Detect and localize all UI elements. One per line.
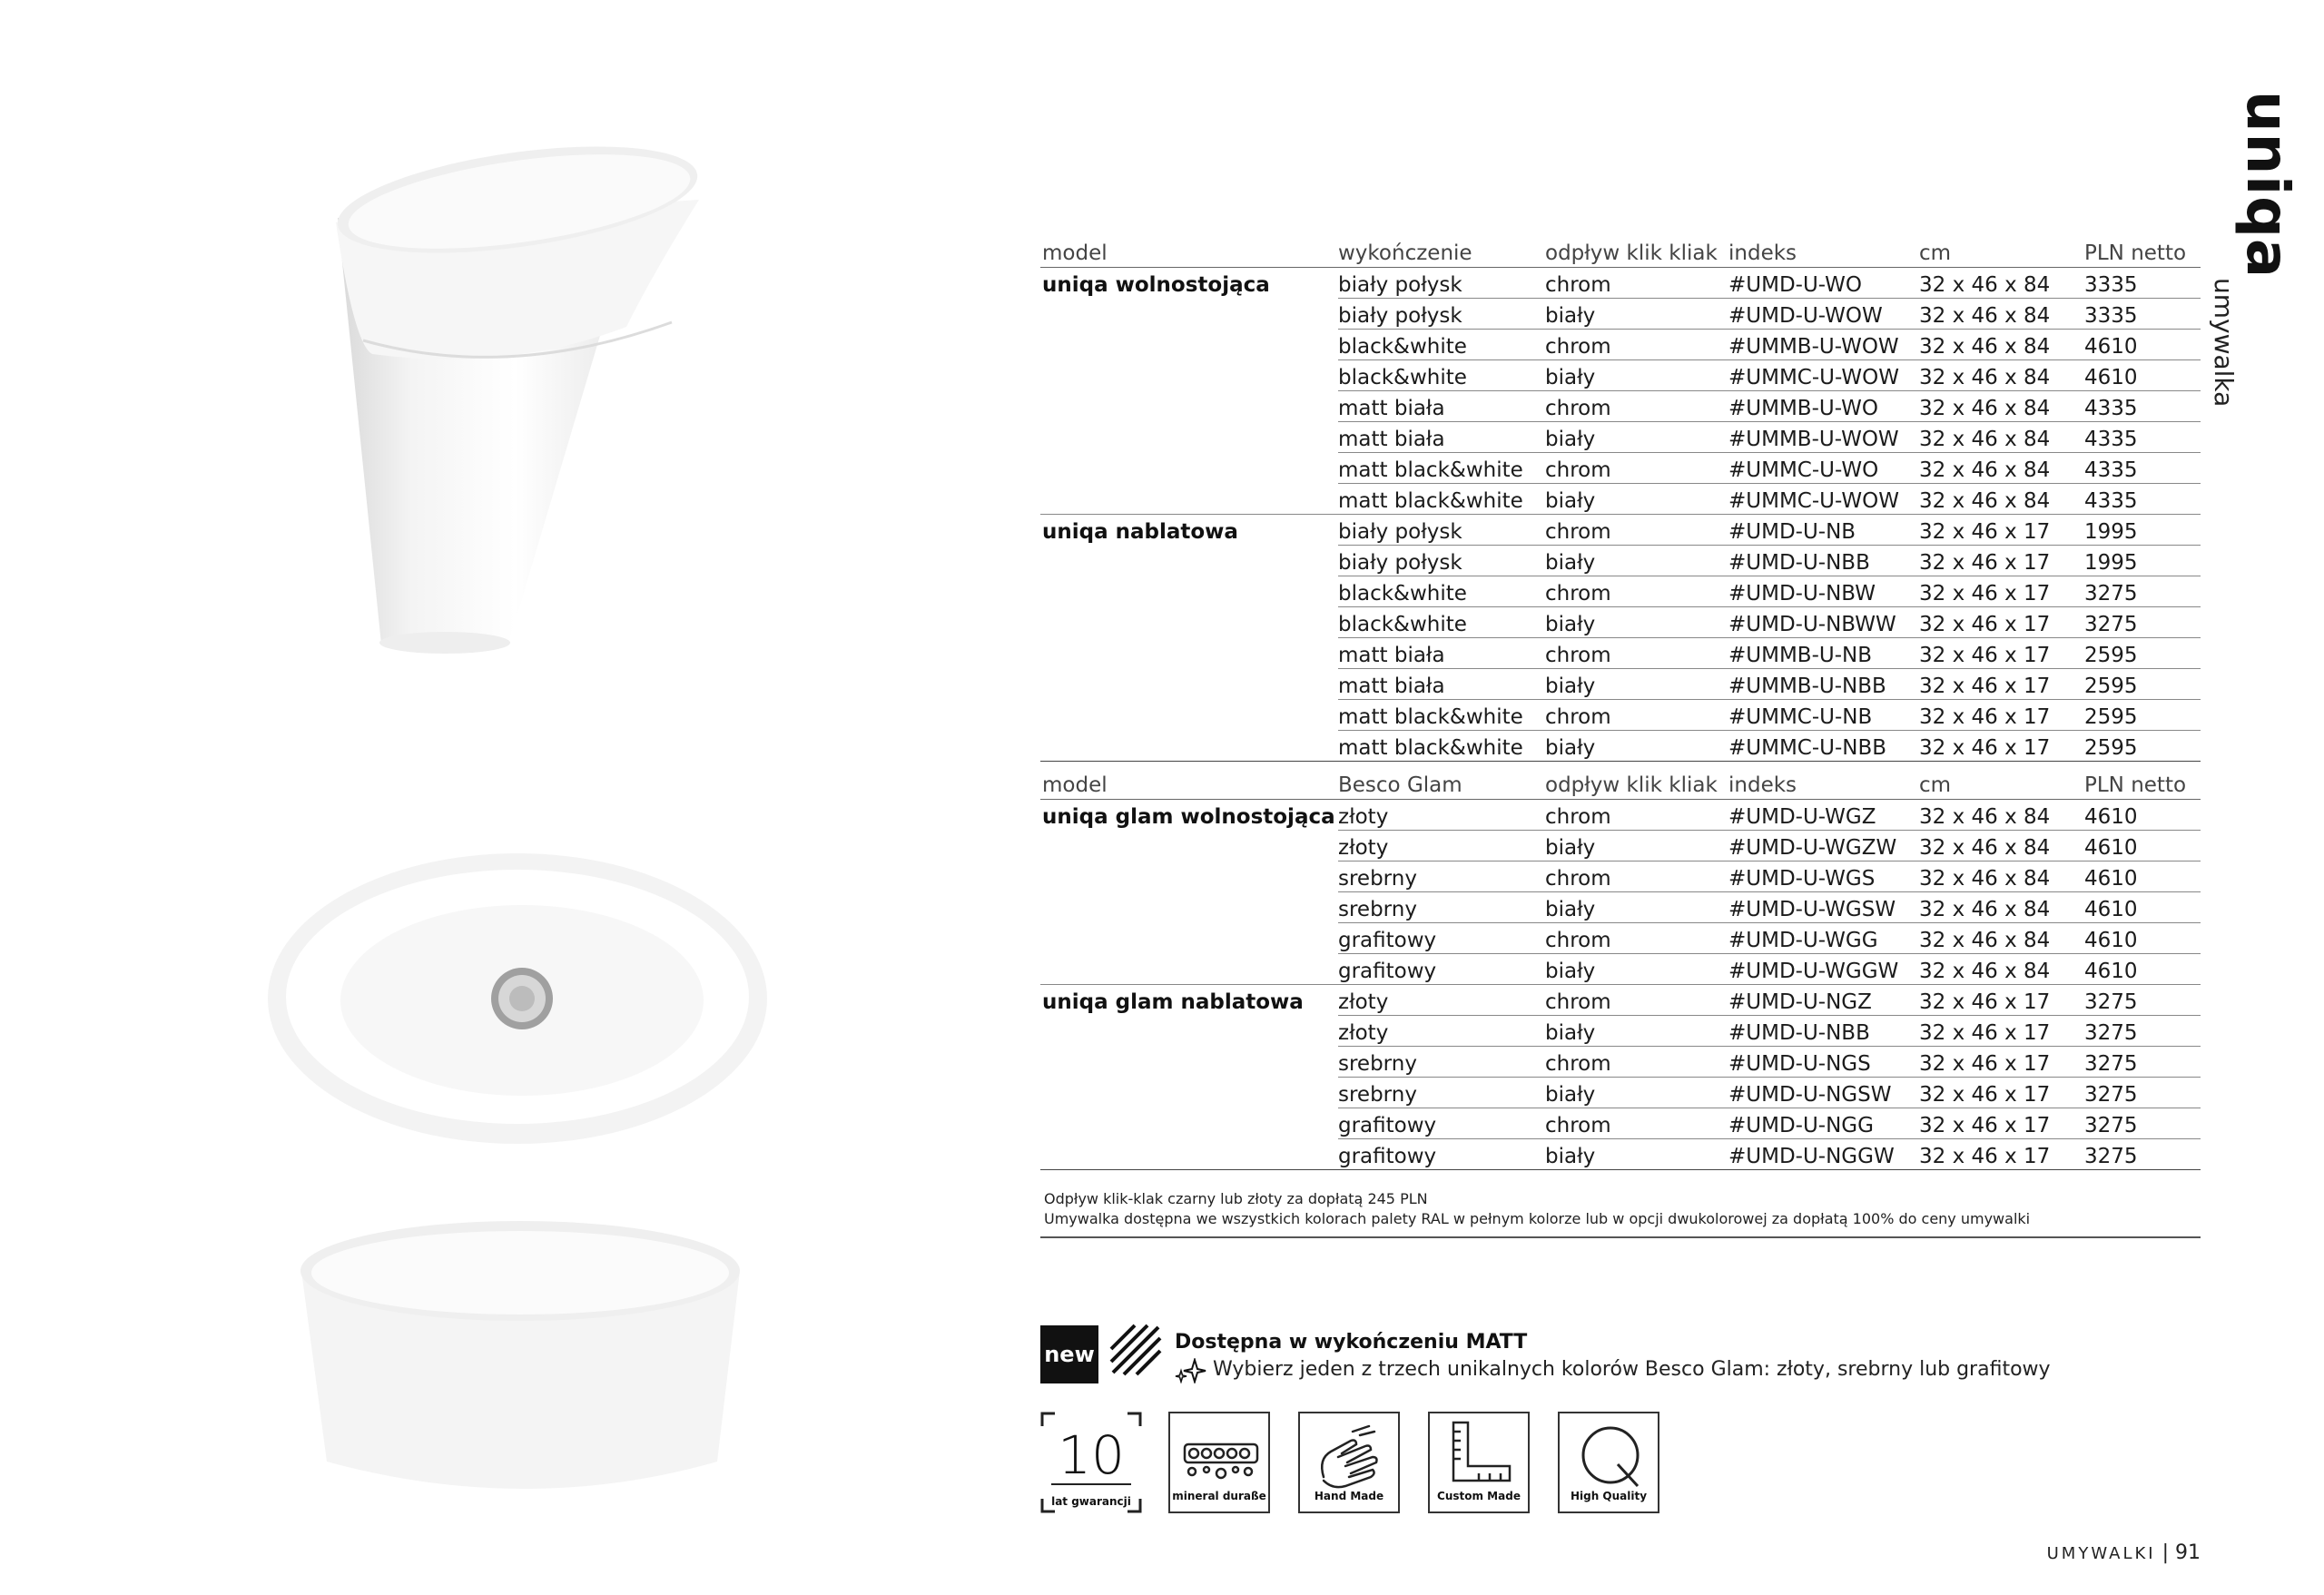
- table-cell: 3275: [2084, 1145, 2138, 1168]
- table-cell: chrom: [1545, 397, 1611, 420]
- table-cell: matt black&white: [1338, 489, 1523, 513]
- table-cell: 2595: [2084, 736, 2138, 760]
- sparkle-icon: [1175, 1358, 1207, 1383]
- table-cell: 3275: [2084, 1114, 2138, 1137]
- table-cell: chrom: [1545, 929, 1611, 952]
- table-row: [1040, 638, 2201, 669]
- table-row: [1040, 731, 2201, 762]
- table-cell: 32 x 46 x 84: [1919, 805, 2051, 829]
- table-cell: black&white: [1338, 613, 1467, 636]
- table-cell: #UMD-U-NBW: [1728, 582, 1876, 606]
- table-cell: biały: [1545, 613, 1596, 636]
- table-cell: black&white: [1338, 366, 1467, 389]
- table-cell: chrom: [1545, 520, 1611, 544]
- table-row: [1040, 1139, 2201, 1170]
- table-cell: srebrny: [1338, 898, 1417, 921]
- table-cell: 32 x 46 x 17: [1919, 551, 2051, 575]
- table-cell: matt black&white: [1338, 736, 1523, 760]
- table-cell: #UMD-U-WOW: [1728, 304, 1883, 328]
- table-cell: 32 x 46 x 17: [1919, 582, 2051, 606]
- warranty-number: 10: [1058, 1424, 1125, 1486]
- table-cell: 4610: [2084, 929, 2138, 952]
- warranty-badge: [1040, 1412, 1142, 1513]
- table-cell: srebrny: [1338, 1052, 1417, 1076]
- quality-label: High Quality: [1570, 1490, 1648, 1502]
- table-row: [1040, 700, 2201, 731]
- table-cell: 32 x 46 x 17: [1919, 1145, 2051, 1168]
- table-cell: chrom: [1545, 990, 1611, 1014]
- table-cell: #UMMB-U-WO: [1728, 397, 1878, 420]
- table-cell: biały: [1545, 898, 1596, 921]
- table-header-cell: odpływ klik kliak: [1545, 773, 1718, 797]
- brand-vertical: [2209, 91, 2313, 418]
- row-divider: [1040, 1169, 2201, 1170]
- custom-label: Custom Made: [1437, 1490, 1521, 1502]
- table-cell: #UMD-U-WGZ: [1728, 805, 1876, 829]
- table-header-cell: PLN netto: [2084, 241, 2187, 265]
- basin-top-view-image: [263, 844, 772, 1153]
- table-row: [1040, 669, 2201, 700]
- table-cell: biały: [1545, 1145, 1596, 1168]
- model-name-cell: uniqa wolnostojąca: [1042, 273, 1270, 297]
- table-cell: srebrny: [1338, 1083, 1417, 1107]
- table-row: [1040, 1047, 2201, 1078]
- page-number: 91: [2175, 1541, 2201, 1564]
- table-header-cell: odpływ klik kliak: [1545, 241, 1718, 265]
- table-row: [1040, 1108, 2201, 1139]
- note-drain: Odpływ klik-klak czarny lub złoty za dopłatą 245 PLN: [1044, 1190, 1428, 1207]
- table-cell: biały: [1545, 674, 1596, 698]
- table-cell: 32 x 46 x 84: [1919, 489, 2051, 513]
- table-cell: złoty: [1338, 836, 1389, 860]
- table-cell: #UMD-U-WO: [1728, 273, 1863, 297]
- table-cell: 3275: [2084, 990, 2138, 1014]
- table-cell: biały: [1545, 836, 1596, 860]
- table-cell: biały połysk: [1338, 304, 1462, 328]
- table-cell: #UMMC-U-NB: [1728, 705, 1873, 729]
- table-cell: biały: [1545, 489, 1596, 513]
- glam-colors-text: Wybierz jeden z trzech unikalnych kolorów Besco Glam: złoty, srebrny lub grafitowy: [1213, 1358, 2051, 1381]
- table-cell: chrom: [1545, 1114, 1611, 1137]
- table-cell: 32 x 46 x 84: [1919, 335, 2051, 359]
- table-cell: 32 x 46 x 17: [1919, 644, 2051, 667]
- table-cell: biały: [1545, 1083, 1596, 1107]
- table-cell: grafitowy: [1338, 929, 1437, 952]
- table-cell: 32 x 46 x 84: [1919, 304, 2051, 328]
- table-cell: 3275: [2084, 613, 2138, 636]
- table-cell: matt biała: [1338, 644, 1445, 667]
- table-row: [1040, 360, 2201, 391]
- table-cell: 32 x 46 x 84: [1919, 428, 2051, 451]
- table-cell: #UMD-U-NBB: [1728, 551, 1870, 575]
- table-cell: chrom: [1545, 867, 1611, 891]
- model-name-cell: uniqa nablatowa: [1042, 520, 1238, 544]
- table-cell: 3275: [2084, 1052, 2138, 1076]
- table-row: [1040, 892, 2201, 923]
- brand-title: uniqa: [2233, 91, 2300, 280]
- footer-section: UMYWALKI: [2046, 1544, 2156, 1563]
- table-cell: #UMD-U-NGSW: [1728, 1083, 1892, 1107]
- table-cell: chrom: [1545, 273, 1611, 297]
- table-cell: #UMD-U-NGS: [1728, 1052, 1871, 1076]
- table-row: [1040, 299, 2201, 330]
- table-cell: #UMD-U-NGZ: [1728, 990, 1872, 1014]
- table-cell: 1995: [2084, 520, 2138, 544]
- table-cell: biały: [1545, 960, 1596, 983]
- table-cell: 32 x 46 x 84: [1919, 929, 2051, 952]
- table-cell: biały: [1545, 551, 1596, 575]
- table-row: [1040, 422, 2201, 453]
- footer-divider: |: [2162, 1541, 2175, 1564]
- table-cell: #UMD-U-WGGW: [1728, 960, 1899, 983]
- table-cell: 32 x 46 x 17: [1919, 1114, 2051, 1137]
- table-cell: 3335: [2084, 304, 2138, 328]
- table-cell: 32 x 46 x 17: [1919, 674, 2051, 698]
- table-cell: #UMMB-U-WOW: [1728, 428, 1899, 451]
- table-cell: 32 x 46 x 84: [1919, 960, 2051, 983]
- table-cell: biały: [1545, 428, 1596, 451]
- table-header-cell: model: [1042, 241, 1108, 265]
- table-cell: 3275: [2084, 1083, 2138, 1107]
- table-cell: #UMD-U-WGSW: [1728, 898, 1896, 921]
- table-cell: #UMD-U-WGS: [1728, 867, 1876, 891]
- table-row: [1040, 923, 2201, 954]
- table-cell: biały połysk: [1338, 273, 1462, 297]
- table-cell: 4610: [2084, 898, 2138, 921]
- table-cell: 32 x 46 x 17: [1919, 520, 2051, 544]
- table-notes: [1044, 1189, 2030, 1229]
- table-cell: #UMD-U-NGGW: [1728, 1145, 1895, 1168]
- table-row: [1040, 985, 2201, 1016]
- table-header-cell: Besco Glam: [1338, 773, 1462, 797]
- freestanding-basin-image: [327, 136, 717, 790]
- table-header-cell: wykończenie: [1338, 241, 1472, 265]
- table-cell: chrom: [1545, 1052, 1611, 1076]
- table-cell: 4610: [2084, 805, 2138, 829]
- brand-subtitle: umywalka: [2209, 278, 2239, 408]
- table-cell: #UMD-U-WGG: [1728, 929, 1878, 952]
- table-cell: 32 x 46 x 17: [1919, 1021, 2051, 1045]
- table-cell: chrom: [1545, 705, 1611, 729]
- table-cell: 32 x 46 x 84: [1919, 397, 2051, 420]
- table-header-cell: indeks: [1728, 241, 1797, 265]
- table-cell: złoty: [1338, 1021, 1389, 1045]
- table-cell: chrom: [1545, 458, 1611, 482]
- countertop-basin-image: [290, 1216, 763, 1516]
- table-cell: 4610: [2084, 366, 2138, 389]
- table-row: [1040, 268, 2201, 299]
- table-cell: #UMMB-U-WOW: [1728, 335, 1899, 359]
- table-header-cell: PLN netto: [2084, 773, 2187, 797]
- table-cell: biały połysk: [1338, 520, 1462, 544]
- table-cell: #UMMC-U-WOW: [1728, 366, 1899, 389]
- table-cell: 4610: [2084, 960, 2138, 983]
- table-row: [1040, 607, 2201, 638]
- table-row: [1040, 1016, 2201, 1047]
- table-header-row: [1040, 236, 2201, 268]
- table-cell: biały: [1545, 1021, 1596, 1045]
- table-cell: biały: [1545, 736, 1596, 760]
- table-cell: 4610: [2084, 867, 2138, 891]
- table-row: [1040, 800, 2201, 831]
- mineral-label: mineral duraße: [1172, 1490, 1266, 1502]
- table-cell: chrom: [1545, 644, 1611, 667]
- table-cell: 32 x 46 x 84: [1919, 836, 2051, 860]
- table-cell: 4335: [2084, 428, 2138, 451]
- table-cell: #UMMC-U-NBB: [1728, 736, 1887, 760]
- table-cell: matt biała: [1338, 397, 1445, 420]
- table-row: [1040, 391, 2201, 422]
- table-header-cell: cm: [1919, 241, 1952, 265]
- table-cell: 4335: [2084, 458, 2138, 482]
- table-row: [1040, 861, 2201, 892]
- table-header-row: [1040, 768, 2201, 800]
- table-cell: matt black&white: [1338, 458, 1523, 482]
- table-header-cell: model: [1042, 773, 1108, 797]
- table-header-cell: cm: [1919, 773, 1952, 797]
- table-cell: 4610: [2084, 836, 2138, 860]
- table-cell: chrom: [1545, 335, 1611, 359]
- table-cell: #UMD-U-NGG: [1728, 1114, 1874, 1137]
- table-cell: 32 x 46 x 17: [1919, 705, 2051, 729]
- table-cell: 32 x 46 x 17: [1919, 1083, 2051, 1107]
- table-cell: #UMD-U-NBWW: [1728, 613, 1896, 636]
- table-cell: srebrny: [1338, 867, 1417, 891]
- table-cell: 3335: [2084, 273, 2138, 297]
- table-row: [1040, 453, 2201, 484]
- table-cell: #UMD-U-NBB: [1728, 1021, 1870, 1045]
- note-ral: Umywalka dostępna we wszystkich kolorach palety RAL w pełnym kolorze lub w opcji dwukolorowej za dopłatą 100% do ceny umywalki: [1044, 1210, 2031, 1227]
- table-cell: 2595: [2084, 644, 2138, 667]
- table-row: [1040, 546, 2201, 576]
- table-cell: 2595: [2084, 674, 2138, 698]
- table-row: [1040, 484, 2201, 515]
- warranty-label: lat gwarancji: [1051, 1495, 1131, 1508]
- custom-made-badge: [1428, 1412, 1530, 1513]
- table-cell: biały połysk: [1338, 551, 1462, 575]
- table-cell: 2595: [2084, 705, 2138, 729]
- handmade-label: Hand Made: [1314, 1490, 1384, 1502]
- model-name-cell: uniqa glam wolnostojąca: [1042, 805, 1335, 829]
- table-cell: #UMMB-U-NBB: [1728, 674, 1886, 698]
- table-cell: matt biała: [1338, 674, 1445, 698]
- table-cell: 32 x 46 x 17: [1919, 1052, 2051, 1076]
- table-cell: 1995: [2084, 551, 2138, 575]
- table-cell: 32 x 46 x 17: [1919, 736, 2051, 760]
- price-table-glam: [1040, 768, 2201, 1170]
- table-cell: grafitowy: [1338, 960, 1437, 983]
- table-row: [1040, 330, 2201, 360]
- table-header-cell: indeks: [1728, 773, 1797, 797]
- table-cell: #UMD-U-NB: [1728, 520, 1856, 544]
- table-cell: #UMD-U-WGZW: [1728, 836, 1897, 860]
- table-cell: black&white: [1338, 335, 1467, 359]
- table-cell: #UMMB-U-NB: [1728, 644, 1872, 667]
- table-cell: 32 x 46 x 17: [1919, 613, 2051, 636]
- table-cell: 4335: [2084, 397, 2138, 420]
- table-row: [1040, 954, 2201, 985]
- table-cell: matt black&white: [1338, 705, 1523, 729]
- table-cell: matt biała: [1338, 428, 1445, 451]
- table-cell: biały: [1545, 366, 1596, 389]
- table-cell: 32 x 46 x 84: [1919, 366, 2051, 389]
- table-cell: 4335: [2084, 489, 2138, 513]
- table-cell: chrom: [1545, 582, 1611, 606]
- table-cell: 4610: [2084, 335, 2138, 359]
- table-cell: 32 x 46 x 84: [1919, 898, 2051, 921]
- mineral-durabe-badge: [1168, 1412, 1270, 1513]
- table-cell: chrom: [1545, 805, 1611, 829]
- table-cell: złoty: [1338, 990, 1389, 1014]
- table-cell: 3275: [2084, 1021, 2138, 1045]
- row-divider: [1040, 761, 2201, 762]
- table-cell: black&white: [1338, 582, 1467, 606]
- page-footer: [2047, 1541, 2201, 1564]
- price-table-standard: [1040, 236, 2201, 762]
- table-cell: #UMMC-U-WOW: [1728, 489, 1899, 513]
- table-cell: #UMMC-U-WO: [1728, 458, 1879, 482]
- hand-made-badge: [1298, 1412, 1400, 1513]
- table-cell: 32 x 46 x 84: [1919, 273, 2051, 297]
- table-cell: grafitowy: [1338, 1145, 1437, 1168]
- hatch-matt-icon: [1109, 1324, 1164, 1378]
- table-cell: biały: [1545, 304, 1596, 328]
- table-row: [1040, 831, 2201, 861]
- table-cell: złoty: [1338, 805, 1389, 829]
- high-quality-badge: [1558, 1412, 1659, 1513]
- table-cell: 32 x 46 x 17: [1919, 990, 2051, 1014]
- matt-finish-text: Dostępna w wykończeniu MATT: [1175, 1331, 1528, 1354]
- new-badge: new: [1040, 1325, 1098, 1383]
- table-row: [1040, 515, 2201, 546]
- table-row: [1040, 1078, 2201, 1108]
- table-cell: 32 x 46 x 84: [1919, 458, 2051, 482]
- notes-divider: [1040, 1236, 2201, 1238]
- table-cell: 32 x 46 x 84: [1919, 867, 2051, 891]
- table-row: [1040, 576, 2201, 607]
- table-cell: 3275: [2084, 582, 2138, 606]
- table-cell: grafitowy: [1338, 1114, 1437, 1137]
- model-name-cell: uniqa glam nablatowa: [1042, 990, 1304, 1014]
